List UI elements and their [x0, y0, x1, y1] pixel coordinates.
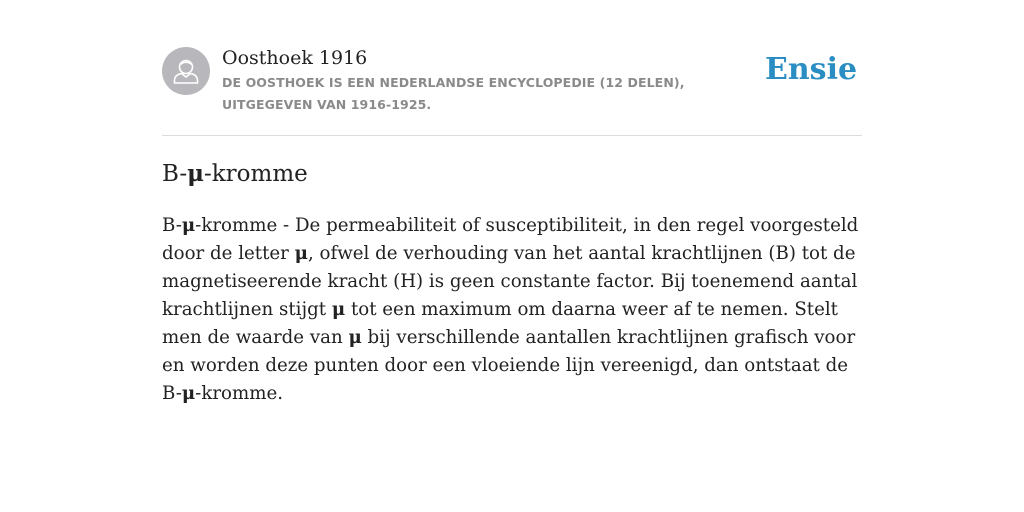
- source-description: DE OOSTHOEK IS EEN NEDERLANDSE ENCYCLOPEDIE (12 DELEN), UITGEGEVEN VAN 1916-1925.: [222, 75, 685, 112]
- avatar[interactable]: [162, 47, 210, 95]
- user-icon: [162, 47, 210, 95]
- entry-title-prefix: B-: [162, 161, 188, 187]
- body-mu-symbol: μ: [348, 327, 362, 348]
- ensie-logo-link[interactable]: Ensie: [765, 52, 858, 87]
- body-segment: bij verschillende aantallen krachtlijnen grafisch voor en worden deze punten door een vloeiende lijn vereenigd, dan ontstaat de B-: [162, 327, 856, 404]
- header-divider: [162, 135, 862, 136]
- body-mu-symbol: μ: [181, 383, 196, 404]
- body-mu-symbol: μ: [294, 243, 308, 264]
- source-title[interactable]: Oosthoek 1916: [222, 47, 368, 69]
- entry-title-suffix: -kromme: [203, 161, 308, 187]
- body-segment: , ofwel de verhouding van het aantal krachtlijnen (B) tot de magnetiseerende kracht (H) is geen constante factor. Bij toenemend aantal krachtlijnen stijgt: [162, 243, 858, 320]
- entry-title-symbol: μ: [187, 160, 204, 187]
- entry-title: [162, 158, 308, 190]
- body-segment: tot een maximum om daarna weer af te nemen. Stelt men de waarde van: [162, 299, 838, 348]
- body-mu-symbol: μ: [331, 299, 346, 320]
- body-mu-symbol: μ: [181, 215, 196, 236]
- entry-body: [162, 212, 867, 408]
- body-segment: B-: [162, 215, 182, 236]
- source-header: [162, 46, 862, 116]
- body-segment: -kromme.: [195, 383, 284, 404]
- body-segment: -kromme - De permeabiliteit of susceptibiliteit, in den regel voorgesteld door de letter: [162, 215, 859, 264]
